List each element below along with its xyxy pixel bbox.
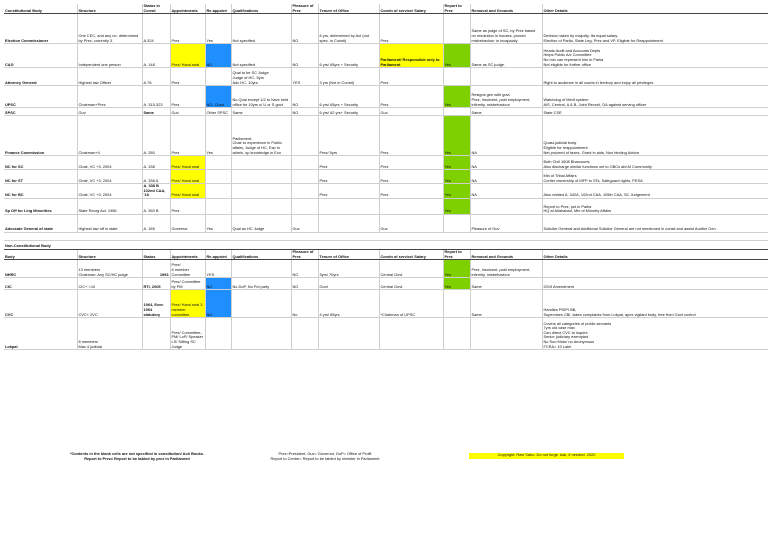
cell[interactable]: NC for BC: [4, 184, 77, 199]
cell[interactable]: [470, 198, 542, 214]
cell[interactable]: Prez: [170, 198, 205, 214]
cell[interactable]: Prez: [170, 116, 205, 156]
cell[interactable]: UPSC: [4, 86, 77, 108]
cell[interactable]: [443, 14, 470, 44]
table-row: [4, 108, 768, 116]
cell[interactable]: [231, 170, 291, 184]
table-row: [4, 14, 768, 44]
cell[interactable]: [318, 214, 379, 232]
cell[interactable]: Guv: [77, 108, 142, 116]
footer-legend: [240, 452, 410, 461]
header-cell[interactable]: Body: [4, 249, 77, 259]
cell[interactable]: Same: [142, 108, 170, 116]
cell[interactable]: Advocate General of state: [4, 214, 77, 232]
cell[interactable]: NO: [291, 86, 318, 108]
cell[interactable]: Yes: [443, 156, 470, 170]
cell[interactable]: Prez/ Hand seal 3 member committee: [170, 290, 205, 318]
header-cell[interactable]: Status: [142, 249, 170, 259]
header-cell[interactable]: Qualifications: [231, 4, 291, 14]
cell[interactable]: [142, 318, 170, 350]
cell[interactable]: Not specified: [231, 14, 291, 44]
cell[interactable]: Quasi-judicial body Eligible for reappointment Net proceed of taxes- Grant in aids, Non binding Advice: [542, 116, 768, 156]
cell[interactable]: No DoP, No Pol party: [231, 278, 291, 290]
header-cell[interactable]: Tenure of Office: [318, 4, 379, 14]
cell[interactable]: Prez: [170, 86, 205, 108]
table-row: [4, 68, 768, 86]
cell[interactable]: Heads Audit and Accounts Depts Helps Public A/c Committee No min can represent him in Parlia Not eligible for further office: [542, 44, 768, 68]
cell[interactable]: Sp Off for Ling Minorities: [4, 198, 77, 214]
cell[interactable]: A. 165: [142, 214, 170, 232]
cell[interactable]: Chairman+4: [77, 116, 142, 156]
header-cell[interactable]: Report to Prez: [443, 4, 470, 14]
cell[interactable]: Decision taken by majority. Ifa equal salary. Election of Parlia, State Leg, Prez and VP. Eligible for Reappointment: [542, 14, 768, 44]
cell[interactable]: Prez/ Hand seal: [170, 184, 205, 199]
cell[interactable]: Guv: [379, 214, 443, 232]
header-cell[interactable]: Appointments: [170, 4, 205, 14]
cell[interactable]: NA: [470, 156, 542, 170]
cell[interactable]: [470, 318, 542, 350]
cell[interactable]: Yes: [205, 116, 231, 156]
header-cell[interactable]: Removal and Grounds: [470, 4, 542, 14]
header-cell[interactable]: Status in Consti: [142, 4, 170, 14]
header-cell[interactable]: Pleasure of Prez: [291, 4, 318, 14]
cell[interactable]: [291, 318, 318, 350]
table-row: [4, 214, 768, 232]
cell[interactable]: [291, 184, 318, 199]
cell[interactable]: Election Commissioner: [4, 14, 77, 44]
footer-note-2: Report to Prez= Report to be tabled by prez in Parliament: [84, 455, 190, 461]
cell[interactable]: CVC+ 2VC: [77, 290, 142, 318]
cell[interactable]: [318, 318, 379, 350]
cell[interactable]: 1964, Exec 1964 statutory: [142, 290, 170, 318]
cell[interactable]: Solicitor General and Additional Solicitor General are not mentioned in consti and assist Auditor Gen: [542, 214, 768, 232]
cell[interactable]: [291, 116, 318, 156]
table-row: [4, 86, 768, 108]
cell[interactable]: [443, 68, 470, 86]
cell[interactable]: A. 280: [142, 116, 170, 156]
cell[interactable]: [231, 318, 291, 350]
cell[interactable]: A.324: [142, 14, 170, 44]
cell[interactable]: Yes: [443, 278, 470, 290]
footer-note-1: *Contents in the blank cells are not specified in constitution/ Act/ Books.: [69, 451, 205, 456]
cell[interactable]: Chair, VC +3, 2004: [77, 184, 142, 199]
cell[interactable]: Governor: [170, 214, 205, 232]
table-row: [4, 260, 768, 278]
cell[interactable]: [205, 318, 231, 350]
cell[interactable]: [231, 290, 291, 318]
cell[interactable]: [291, 156, 318, 170]
cell[interactable]: Parliament- Chair to experience in Public affairs, Judge of HC, Exp in admin, sp knowledge in Eco: [231, 116, 291, 156]
cell[interactable]: A. 338 B 102nd CAA, '18: [142, 184, 170, 199]
cell[interactable]: Prez: [379, 184, 443, 199]
cell[interactable]: Report to Prez, put in Parlia HQ at Allahabad, Min of Minority Affairs: [542, 198, 768, 214]
cell[interactable]: YES: [291, 68, 318, 86]
table-row: [4, 170, 768, 184]
copyright-notice: Copyright: Ravi Sahu. Do not forge. Ask, if needed. 2020: [469, 453, 624, 459]
cell[interactable]: Min of Tribal Affairs Confer ownership of MFP to STs, Safeguard rights, PESA: [542, 170, 768, 184]
cell[interactable]: Central Govt: [379, 260, 443, 278]
cell[interactable]: [205, 68, 231, 86]
cell[interactable]: Also related A. 342A, 102nd CAA, 105th CAA, SC Judgement: [542, 184, 768, 199]
cell[interactable]: Prez: [379, 68, 443, 86]
cell[interactable]: A.76: [142, 68, 170, 86]
header-cell[interactable]: Structure: [77, 4, 142, 14]
cell[interactable]: NA: [470, 170, 542, 184]
footer-notes: [32, 452, 242, 461]
cell[interactable]: 3 yrs (Not in Consti): [318, 68, 379, 86]
cell[interactable]: Central Govt: [379, 278, 443, 290]
cell[interactable]: Guv: [170, 108, 205, 116]
cell[interactable]: Prez: [379, 170, 443, 184]
header-cell[interactable]: Appointments: [170, 249, 205, 259]
cell[interactable]: Qual to be SC Judge Judge of HC- 5yrs Adv HC- 10yrs: [231, 68, 291, 86]
cell[interactable]: 6 yrs, determined by Act (not spec. in Consti): [318, 14, 379, 44]
cell[interactable]: Watchdog of Merit system AIS, Central- A & B, Joint Recruit, DA against serving officer: [542, 86, 768, 108]
cell[interactable]: Same: [470, 290, 542, 318]
cell[interactable]: Highest law off in state: [77, 214, 142, 232]
cell[interactable]: Same: [470, 108, 542, 116]
cell[interactable]: Prez/ 5yrs: [318, 116, 379, 156]
cell[interactable]: [205, 198, 231, 214]
cell[interactable]: [542, 260, 768, 278]
cell[interactable]: [443, 214, 470, 232]
cell[interactable]: [443, 318, 470, 350]
header-cell[interactable]: Other Details: [542, 4, 768, 14]
cell[interactable]: YES: [205, 260, 231, 278]
cell[interactable]: [318, 198, 379, 214]
cell[interactable]: NO: [205, 44, 231, 68]
table-row: [4, 290, 768, 318]
cell[interactable]: 1993: [142, 260, 170, 278]
cell[interactable]: Prez/ Hand seal: [170, 170, 205, 184]
cell[interactable]: Attorney General: [4, 68, 77, 86]
cell[interactable]: 3yrs/ 70yrs: [318, 260, 379, 278]
cell[interactable]: Govt: [318, 278, 379, 290]
section-title[interactable]: Non-Constitutional Body: [4, 240, 768, 249]
header-cell[interactable]: Re-appoint: [205, 4, 231, 14]
cell[interactable]: Prez: [170, 68, 205, 86]
cell[interactable]: Prez: [318, 184, 379, 199]
cell[interactable]: *Chairman of UPSC: [379, 290, 443, 318]
cell[interactable]: Parliament/ Responsible only to Parliament: [379, 44, 443, 68]
cell[interactable]: Prez: [379, 14, 443, 44]
cell[interactable]: Prez: [379, 116, 443, 156]
cell[interactable]: NO: [205, 290, 231, 318]
cell[interactable]: A. 338: [142, 156, 170, 170]
header-cell[interactable]: Report to Prez: [443, 249, 470, 259]
cell[interactable]: 13 members Chairman: Any SC/HC judge: [77, 260, 142, 278]
cell[interactable]: [470, 68, 542, 86]
header-cell[interactable]: Structure: [77, 249, 142, 259]
cell[interactable]: [231, 198, 291, 214]
cell[interactable]: Prez/ Hand seal: [170, 156, 205, 170]
cell[interactable]: [291, 170, 318, 184]
cell[interactable]: Guv: [291, 214, 318, 232]
cell[interactable]: A. 315-323: [142, 86, 170, 108]
cell[interactable]: State CSE: [542, 108, 768, 116]
cell[interactable]: RTI, 2005: [142, 278, 170, 290]
cell[interactable]: Yes: [443, 260, 470, 278]
cell[interactable]: Chair, VC +3, 2004: [77, 156, 142, 170]
constitutional-table: [4, 4, 768, 350]
cell[interactable]: Qual as HC Judge: [231, 214, 291, 232]
cell[interactable]: NA: [470, 116, 542, 156]
header-cell[interactable]: Constitutional Body: [4, 4, 77, 14]
cell[interactable]: NC for ST: [4, 170, 77, 184]
cell[interactable]: 6 yrs/ 65yrs + Security: [318, 86, 379, 108]
cell[interactable]: [291, 198, 318, 214]
cell[interactable]: Same: [470, 278, 542, 290]
cell[interactable]: Handles PIDPI Bill, Supervises CBI, takes complaints from Lokpal, apex vigilant body, free from Govt control: [542, 290, 768, 318]
cell[interactable]: Yes: [205, 214, 231, 232]
cell[interactable]: Prez, Insolvent, paid employment, infirmity, misbehaviour: [470, 260, 542, 278]
table-row: [4, 116, 768, 156]
cell[interactable]: Other SPSC: [205, 108, 231, 116]
footer-legend-1: Prez=President, Guv= Governor, DoP= Office of Profit: [278, 451, 372, 456]
cell[interactable]: Resigns gen with govt Prez; Insolvent, paid employment, infirmity, misbehaviour: [470, 86, 542, 108]
cell[interactable]: NO: [205, 278, 231, 290]
cell[interactable]: Lokpal: [4, 318, 77, 350]
cell[interactable]: [205, 170, 231, 184]
cell[interactable]: Prez: [170, 14, 205, 44]
cell[interactable]: NHRC: [4, 260, 77, 278]
header-cell[interactable]: Removal and Grounds: [470, 249, 542, 259]
table-row: [4, 44, 768, 68]
table-row: [4, 156, 768, 170]
cell[interactable]: No Qual except 1/2 to have held office for 10yrs u/ U or S govt: [231, 86, 291, 108]
cell[interactable]: Yes: [443, 198, 470, 214]
cell[interactable]: NO: [291, 108, 318, 116]
cell[interactable]: Pleasure of Guv: [470, 214, 542, 232]
table-row: [4, 318, 768, 350]
header-cell[interactable]: Tenure of Office: [318, 249, 379, 259]
section-title-row: [4, 240, 768, 249]
cell[interactable]: Highest law Officer: [77, 68, 142, 86]
cell[interactable]: NO: [291, 44, 318, 68]
header-cell[interactable]: Qualifications: [231, 249, 291, 259]
cell[interactable]: Chairman+Prez: [77, 86, 142, 108]
cell[interactable]: Yes: [205, 14, 231, 44]
cell[interactable]: State Reorg Act, 1956: [77, 198, 142, 214]
cell[interactable]: Same: [231, 108, 291, 116]
cell[interactable]: [231, 184, 291, 199]
header-row-2: [4, 249, 768, 259]
cell[interactable]: [231, 260, 291, 278]
cell[interactable]: Prez: [318, 156, 379, 170]
header-cell[interactable]: Condn of service/ Salary: [379, 249, 443, 259]
cell[interactable]: Yes: [443, 170, 470, 184]
cell[interactable]: Yes: [443, 184, 470, 199]
cell[interactable]: Prez/ Committee- PM/ LoP/ Speaker LS/ Sitting SC Judge: [170, 318, 205, 350]
cell[interactable]: Prez/ Committee by PM: [170, 278, 205, 290]
cell[interactable]: [231, 156, 291, 170]
cell[interactable]: A. 338 A: [142, 170, 170, 184]
cell[interactable]: Prez: [379, 156, 443, 170]
header-cell[interactable]: Re-appoint: [205, 249, 231, 259]
table-row: [4, 278, 768, 290]
cell[interactable]: Right to audience in all courts in territory and enjoy all privileges: [542, 68, 768, 86]
header-cell[interactable]: Pleasure of Prez: [291, 249, 318, 259]
cell[interactable]: Guv: [379, 108, 443, 116]
cell[interactable]: NC for SC: [4, 156, 77, 170]
cell[interactable]: 4 yrs/ 65yrs: [318, 290, 379, 318]
cell[interactable]: CAG: [4, 44, 77, 68]
cell[interactable]: Chair, VC +3, 2004: [77, 170, 142, 184]
cell[interactable]: A. 350 B: [142, 198, 170, 214]
cell[interactable]: A. 148: [142, 44, 170, 68]
cell[interactable]: Prez/ Hand seal: [170, 44, 205, 68]
cell[interactable]: Covers all categories of public servants 7yrs old case max Can direct CVC to inquire Senior judiciary exempted No Suo Moto/ no Anonymous FCRA> 10 Lakh: [542, 318, 768, 350]
cell[interactable]: Prez/ 6 member Committee: [170, 260, 205, 278]
footer-legend-2: Report to Centre= Report to be tabled by minister in Parliament: [270, 455, 380, 461]
cell[interactable]: NO- Chair: [205, 86, 231, 108]
cell[interactable]: CIC: [4, 278, 77, 290]
table-row: [4, 184, 768, 199]
cell[interactable]: 8 members Max 4 judicial: [77, 318, 142, 350]
cell[interactable]: 2019 Amendment: [542, 278, 768, 290]
cell[interactable]: [443, 290, 470, 318]
cell[interactable]: NO: [291, 14, 318, 44]
cell[interactable]: Yes: [443, 86, 470, 108]
cell[interactable]: [443, 108, 470, 116]
cell[interactable]: NO: [291, 278, 318, 290]
cell[interactable]: Same as judge of SC, by Prez based on resolution in houses, proved misbehaviour or incapacity: [470, 14, 542, 44]
cell[interactable]: 6 yrs/ 65yrs + Security: [318, 44, 379, 68]
header-row: [4, 4, 768, 14]
cell[interactable]: [379, 198, 443, 214]
spreadsheet: [4, 4, 766, 350]
cell[interactable]: [379, 318, 443, 350]
cell[interactable]: No: [291, 290, 318, 318]
cell[interactable]: Prez: [318, 170, 379, 184]
cell[interactable]: NA: [470, 184, 542, 199]
cell[interactable]: Yes: [443, 44, 470, 68]
cell[interactable]: CVC: [4, 290, 77, 318]
cell[interactable]: Yes: [443, 116, 470, 156]
header-cell[interactable]: Other Details: [542, 249, 768, 259]
cell[interactable]: Not specified: [231, 44, 291, 68]
cell[interactable]: Finance Commission: [4, 116, 77, 156]
header-cell[interactable]: Condn of service/ Salary: [379, 4, 443, 14]
cell[interactable]: CIC+ <10: [77, 278, 142, 290]
cell[interactable]: Same as SC judge.: [470, 44, 542, 68]
cell[interactable]: Both Civil 1908 Bharcourts Also discharge similar functions wrt to OBCs abt AI Community: [542, 156, 768, 170]
table-row: [4, 198, 768, 214]
cell[interactable]: One CEC, and any no. determined by Prez, currently 3.: [77, 14, 142, 44]
cell[interactable]: Prez: [379, 86, 443, 108]
cell[interactable]: [205, 156, 231, 170]
cell[interactable]: 6 yrs/ 62 yrs+ Security: [318, 108, 379, 116]
cell[interactable]: NO: [291, 260, 318, 278]
cell[interactable]: SPSC: [4, 108, 77, 116]
cell[interactable]: [205, 184, 231, 199]
cell[interactable]: Independent one person: [77, 44, 142, 68]
